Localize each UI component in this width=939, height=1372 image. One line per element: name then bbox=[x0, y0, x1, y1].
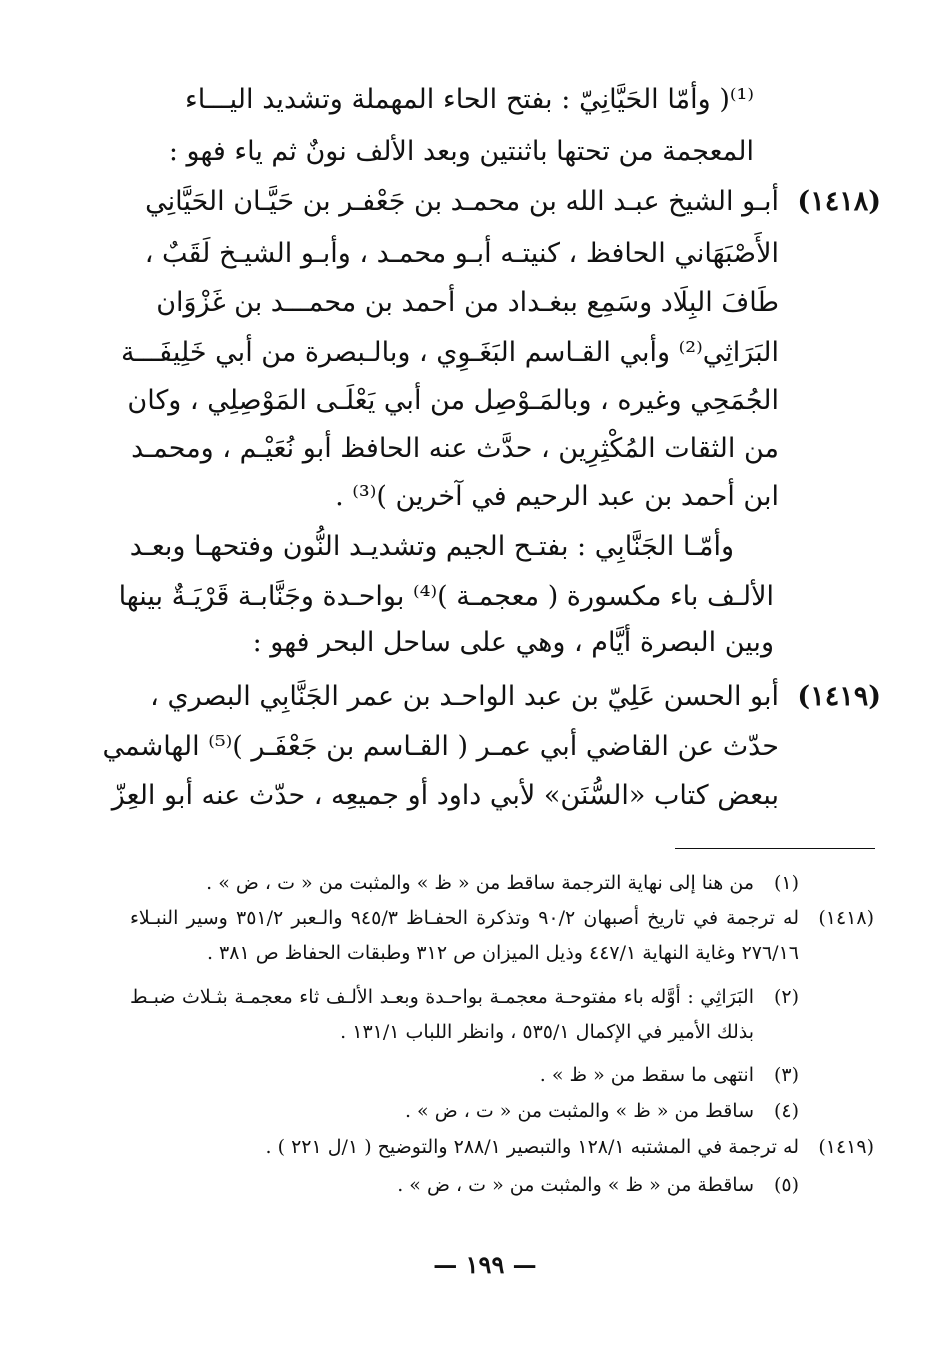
text-line: ببعض كتاب «السُّنَن» لأبي داود أو جميعِه ، حدّث عنه أبو العِزّ bbox=[111, 780, 779, 811]
entry-number: (١٤١٨) bbox=[797, 186, 881, 217]
entry-number: (١٤١٩) bbox=[797, 681, 881, 712]
text-line: من الثقات المُكْثِرِين ، حدَّث عنه الحافظ أبو نُعَيْـم ، ومحمـد bbox=[131, 433, 779, 464]
text-line: الألـف باء مكسورة ( معجمـة )⁽⁴⁾ بواحـدة وجَنَّابـة قَرْيَـةٌ بينها bbox=[118, 581, 774, 612]
footnote-text: من هنا إلى نهاية الترجمة ساقط من « ظ » والمثبت من « ت ، ض » . bbox=[206, 872, 754, 894]
footnote-number: (٣) bbox=[773, 1064, 799, 1086]
footnote-text: ساقطة من « ظ » والمثبت من « ت ، ض » . bbox=[397, 1174, 754, 1196]
text-line: الجُمَحِي وغيره ، وبالمَـوْصِل من أبي يَعْلَـى المَوْصِلِي ، وكان bbox=[127, 385, 779, 416]
footnote-text: له ترجمة في تاريخ أصبهان ٩٠/٢ وتذكرة الحفـاظ ٩٤٥/٣ والـعبر ٣٥١/٢ وسير النبـلاء bbox=[130, 907, 799, 929]
text-line: طَافَ البِلَاد وسَمِع ببغـداد من أحمد بن محمـــد بن غَزْوَان bbox=[156, 287, 779, 318]
footnote-number: (٤) bbox=[773, 1100, 799, 1122]
text-line: ابن أحمد بن عبد الرحيم في آخرين )⁽³⁾ . bbox=[335, 481, 779, 512]
text-line: المعجمة من تحتها باثنتين وبعد الألف نونٌ ثم ياء فهو : bbox=[168, 136, 754, 167]
text-line: ⁽¹⁾( وأمّا الحَيَّانِيّ : بفتح الحاء المهملة وتشديد اليـــاء bbox=[185, 84, 754, 115]
footnote-text: انتهى ما سقط من « ظ » . bbox=[539, 1064, 754, 1086]
footnote-text: ساقط من « ظ » والمثبت من « ت ، ض » . bbox=[404, 1100, 754, 1122]
text-line: أبو الحسن عَلِيّ بن عبد الواحـد بن عمر الجَنَّابِي البصري ، bbox=[150, 681, 779, 712]
footnote-number: (١٤١٩) bbox=[818, 1136, 874, 1158]
footnote-number: (١٤١٨) bbox=[818, 907, 874, 929]
footnote-text: البَرَاثِي : أوَّله باء مفتوحـة معجمـة بواحـدة وبعـد الألـف ثاء معجمـة بثـلاث ضبـط bbox=[130, 986, 754, 1008]
footnote-text: له ترجمة في المشتبه ١٢٨/١ والتبصير ٢٨٨/١ والتوضيح ( ١/ل ٢٢١ ) . bbox=[265, 1136, 799, 1158]
footnote-separator bbox=[675, 848, 875, 849]
footnote-number: (٥) bbox=[773, 1174, 799, 1196]
footnote-text: بذلك الأمير في الإكمال ٥٣٥/١ ، وانظر اللباب ١٣١/١ . bbox=[340, 1021, 754, 1043]
footnote-text: ٢٧٦/١٦ وغاية النهاية ٤٤٧/١ وذيل الميزان ص ٣١٢ وطبقات الحفاظ ص ٣٨١ . bbox=[206, 942, 799, 964]
text-line: حدّث عن القاضي أبي عمـر ( القـاسم بن جَعْفَـر )⁽⁵⁾ الهاشمي bbox=[102, 731, 779, 762]
text-line: البَرَاثِي⁽²⁾ وأبي القـاسم البَغَـوِي ، وبالـبصرة من أبي خَلِيفَـــة bbox=[120, 337, 779, 368]
text-line: أبـو الشيخ عبـد الله بن محمـد بن جَعْفـر بن حَيَّـان الحَيَّانِي bbox=[145, 186, 779, 217]
footnote-number: (١) bbox=[773, 872, 799, 894]
text-line: وبين البصرة أيَّام ، وهي على ساحل البحر فهو : bbox=[252, 627, 774, 658]
page-number: — ١٩٩ — bbox=[433, 1250, 537, 1279]
text-line: الأَصْبَهَاني الحافظ ، كنيتـه أبـو محمـد ، وأبـو الشيـخ لَقَبٌ ، bbox=[144, 238, 779, 269]
footnote-number: (٢) bbox=[773, 986, 799, 1008]
text-line: وأمّـا الجَنَّابِي : بفتـح الجيم وتشديـد النُّون وفتحهـا وبعـد bbox=[129, 531, 734, 562]
